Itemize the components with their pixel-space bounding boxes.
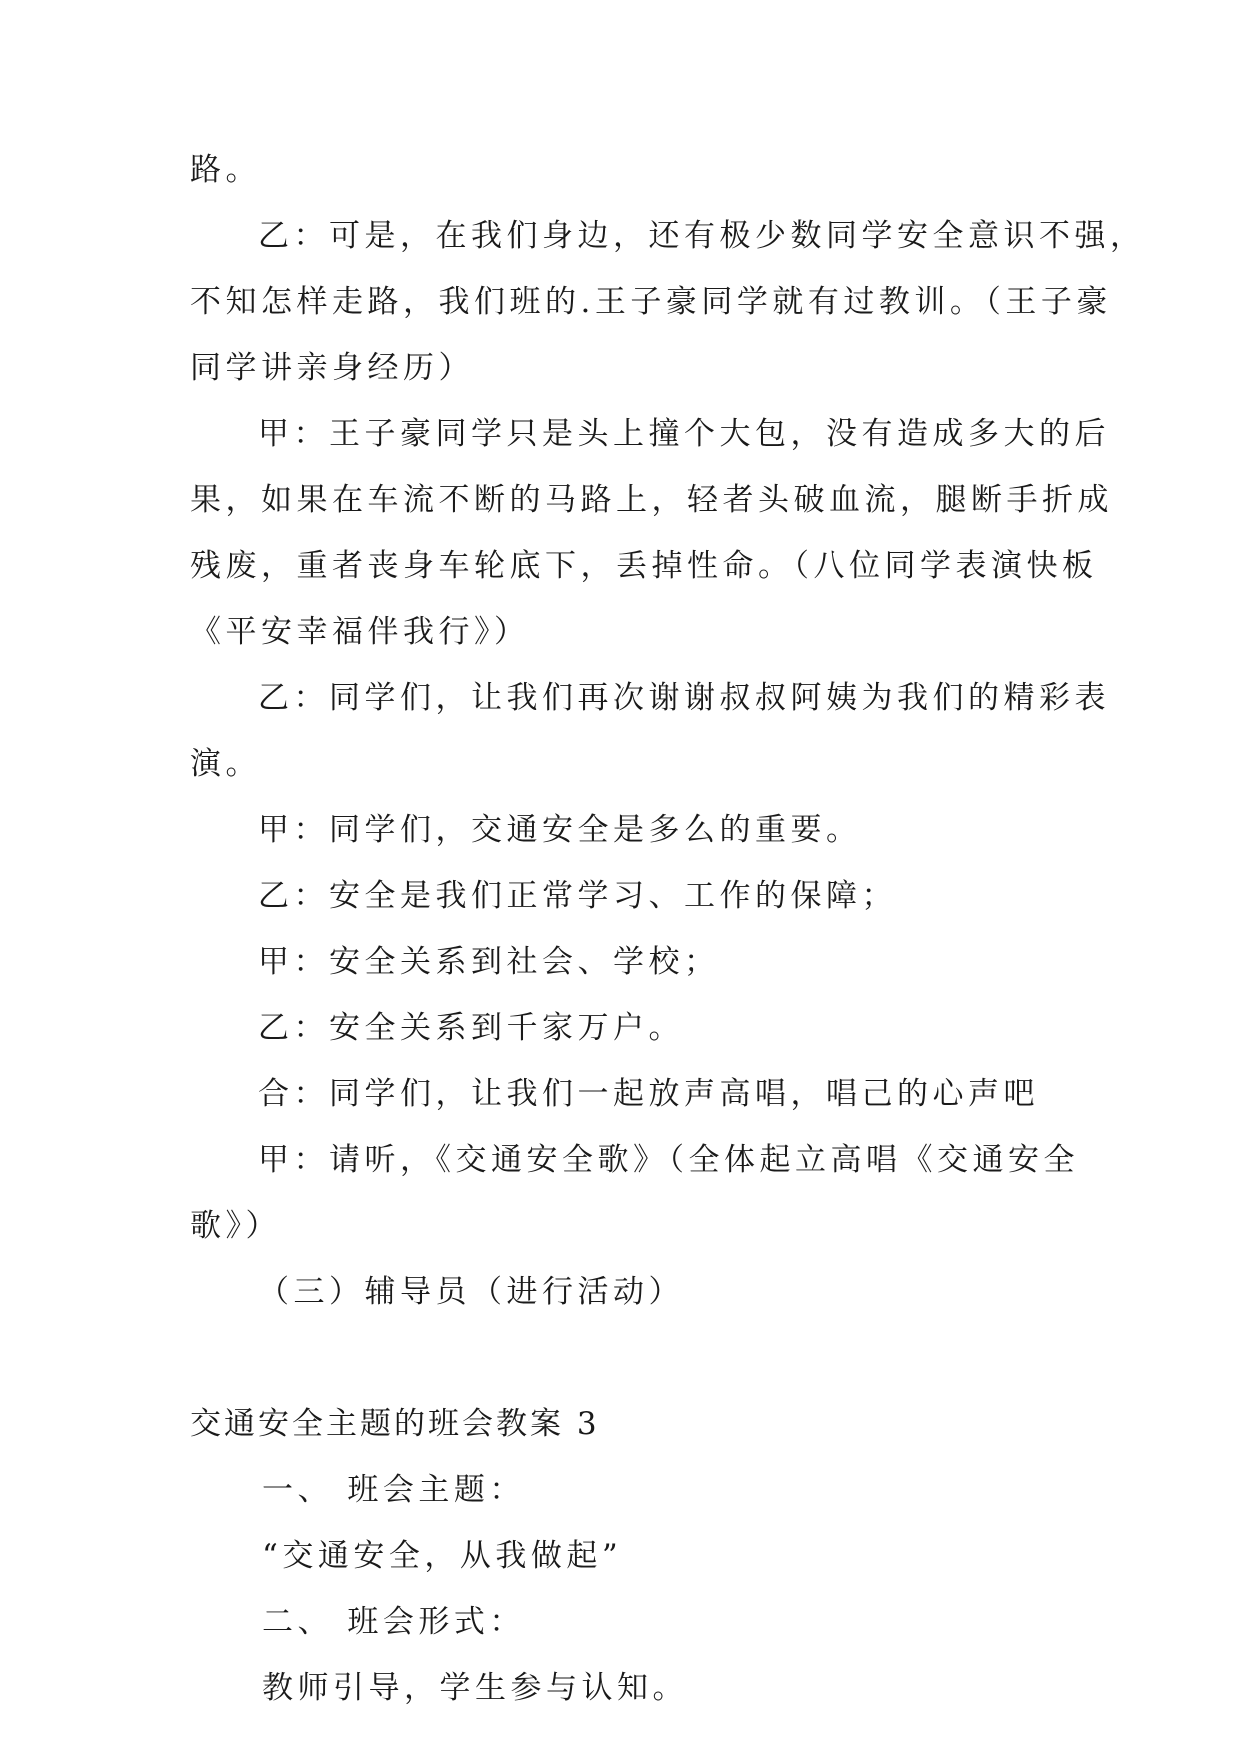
paragraph-line: 乙：安全是我们正常学习、工作的保障； bbox=[258, 878, 897, 914]
paragraph-line: 甲：安全关系到社会、学校； bbox=[258, 944, 720, 980]
section-line: 教师引导，学生参与认知。 bbox=[262, 1670, 688, 1706]
paragraph-line: （三）辅导员（进行活动） bbox=[258, 1274, 684, 1310]
paragraph-line: 果，如果在车流不断的马路上，轻者头破血流，腿断手折成 bbox=[190, 482, 1113, 518]
paragraph-line: 残废，重者丧身车轮底下，丢掉性命。（八位同学表演快板 bbox=[190, 548, 1098, 584]
section-line: 一、 班会主题： bbox=[262, 1472, 525, 1508]
paragraph-line: 歌》） bbox=[190, 1208, 281, 1244]
paragraph-line: 合：同学们，让我们一起放声高唱，唱己的心声吧 bbox=[258, 1076, 1039, 1112]
paragraph-line: 乙：安全关系到千家万户。 bbox=[258, 1010, 684, 1046]
paragraph-line: 路。 bbox=[190, 152, 261, 188]
section-line: 二、 班会形式： bbox=[262, 1604, 525, 1640]
section-line: “交通安全，从我做起” bbox=[262, 1538, 623, 1574]
section-title: 交通安全主题的班会教案 3 bbox=[190, 1406, 600, 1442]
paragraph-line: 甲：请听，《交通安全歌》（全体起立高唱《交通安全 bbox=[258, 1142, 1079, 1178]
paragraph-line: 不知怎样走路，我们班的.王子豪同学就有过教训。（王子豪 bbox=[190, 284, 1112, 320]
paragraph-line: 同学讲亲身经历） bbox=[190, 350, 474, 386]
paragraph-line: 甲：同学们，交通安全是多么的重要。 bbox=[258, 812, 862, 848]
paragraph-line: 《平安幸福伴我行》） bbox=[190, 614, 530, 650]
paragraph-line: 甲：王子豪同学只是头上撞个大包，没有造成多大的后 bbox=[258, 416, 1110, 452]
paragraph-line: 演。 bbox=[190, 746, 261, 782]
paragraph-line: 乙：同学们，让我们再次谢谢叔叔阿姨为我们的精彩表 bbox=[258, 680, 1110, 716]
paragraph-line: 乙：可是，在我们身边，还有极少数同学安全意识不强， bbox=[258, 218, 1146, 254]
